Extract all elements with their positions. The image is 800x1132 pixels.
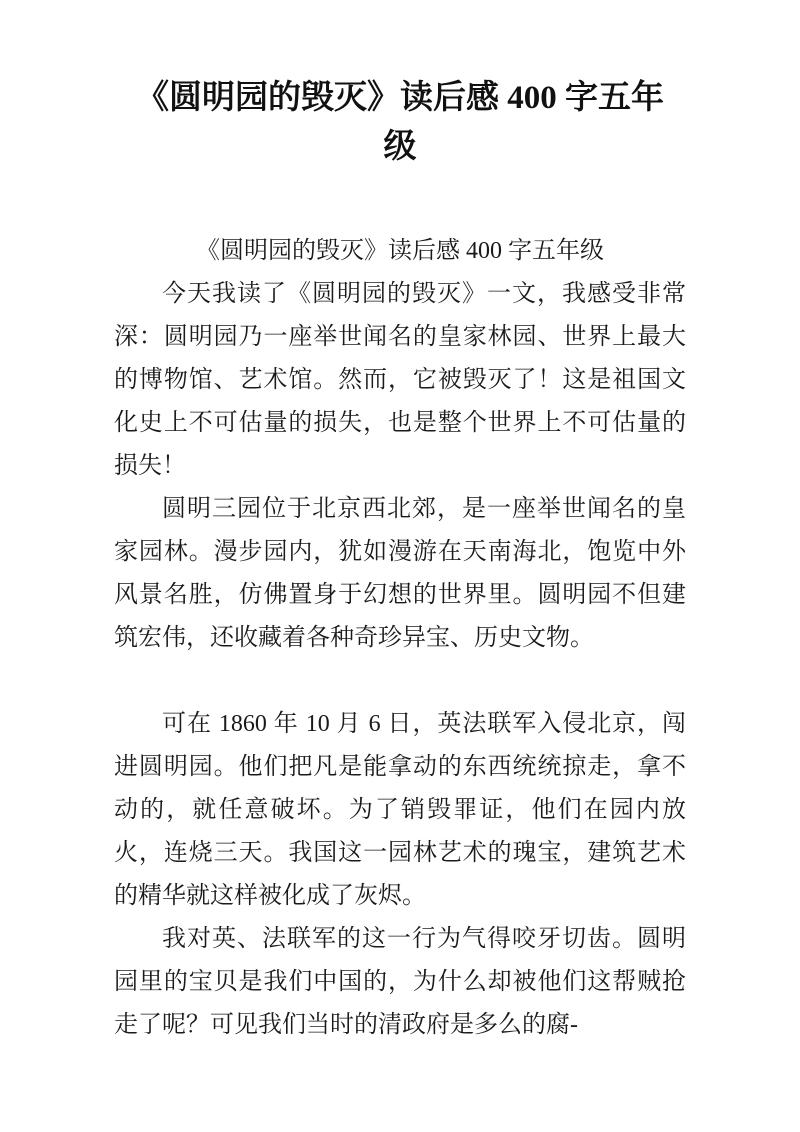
document-title-line-1: 《圆明园的毁灭》读后感 400 字五年	[136, 80, 664, 116]
document-subtitle: 《圆明园的毁灭》读后感 400 字五年级	[196, 238, 604, 264]
document-body	[114, 230, 686, 1047]
document-title	[0, 0, 800, 172]
document-title-line-2: 级	[383, 129, 417, 165]
blank-line-spacer	[114, 660, 686, 703]
paragraph-garden-description: 圆明三园位于北京西北郊，是一座举世闻名的皇家园林。漫步园内，犹如漫游在天南海北，饱览中外风景名胜，仿佛置身于幻想的世界里。圆明园不但建筑宏伟，还收藏着各种奇珍异宝、历史文物。	[114, 496, 686, 651]
paragraph-reflection: 我对英、法联军的这一行为气得咬牙切齿。圆明园里的宝贝是我们中国的，为什么却被他们这帮贼抢走了呢？可见我们当时的清政府是多么的腐-	[114, 926, 686, 1038]
paragraph-destruction-1860: 可在 1860 年 10 月 6 日，英法联军入侵北京，闯进圆明园。他们把凡是能拿动的东西统统掠走，拿不动的，就任意破坏。为了销毁罪证，他们在园内放火，连烧三天。我国这一园林艺术的瑰宝，建筑艺术的精华就这样被化成了灰烬。	[114, 711, 686, 909]
paragraph-intro: 今天我读了《圆明园的毁灭》一文，我感受非常深：圆明园乃一座举世闻名的皇家林园、世界上最大的博物馆、艺术馆。然而，它被毁灭了！这是祖国文化史上不可估量的损失，也是整个世界上不可估量的损失！	[114, 281, 686, 479]
